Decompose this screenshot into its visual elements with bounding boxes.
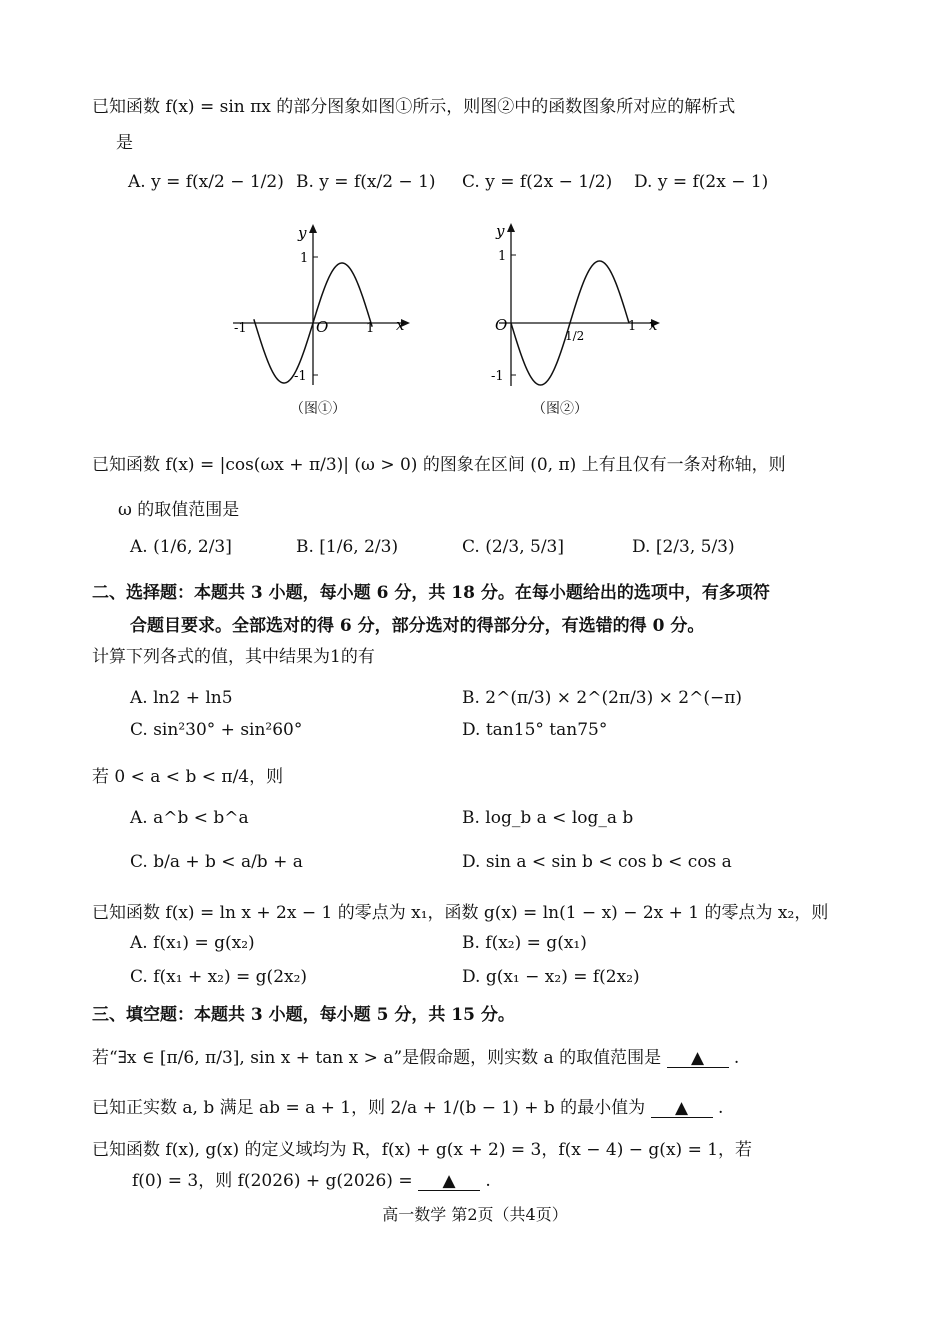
question-8-stem-cont: ω 的取值范围是: [118, 500, 240, 520]
figure-2-graph: [484, 218, 674, 398]
q7-option-c: C. y = f(2x − 1/2): [462, 172, 613, 192]
q11-option-d: D. g(x₁ − x₂) = f(2x₂): [462, 967, 640, 987]
question-9-stem: 计算下列各式的值，其中结果为1的有: [92, 647, 375, 667]
question-7-stem: 已知函数 f(x) = sin πx 的部分图象如图①所示，则图②中的函数图象所对应的解析式: [92, 97, 736, 117]
question-11-stem: 已知函数 f(x) = ln x + 2x − 1 的零点为 x₁，函数 g(x) = ln(1 − x) − 2x + 1 的零点为 x₂，则: [92, 903, 829, 923]
section-2-heading: 二、选择题：本题共 3 小题，每小题 6 分，共 18 分。在每小题给出的选项中，有多项符: [92, 583, 770, 603]
question-13-end: .: [717, 1098, 724, 1118]
q9-option-d: D. tan15° tan75°: [462, 720, 608, 740]
q8-option-d: D. [2/3, 5/3): [632, 537, 735, 557]
fig1-y-neg-one-label: -1: [294, 369, 307, 384]
q10-option-b: B. log_b a < log_a b: [462, 808, 634, 828]
fig1-y-label: y: [298, 224, 307, 242]
fig1-x-neg-one-label: -1: [234, 321, 247, 336]
fig2-half-label: 1/2: [565, 329, 585, 343]
q7-option-d: D. y = f(2x − 1): [634, 172, 769, 192]
question-8-stem: 已知函数 f(x) = |cos(ωx + π/3)| (ω > 0) 的图象在区间 (0, π) 上有且仅有一条对称轴，则: [92, 455, 786, 475]
question-10-stem: 若 0 < a < b < π/4，则: [92, 767, 284, 787]
fig1-origin-label: O: [316, 318, 329, 336]
question-14-stem-cont: f(0) = 3，则 f(2026) + g(2026) =: [132, 1171, 413, 1191]
q7-option-b: B. y = f(x/2 − 1): [296, 172, 436, 192]
fig2-y-label: y: [496, 222, 505, 240]
page-footer: 高一数学 第2页（共4页）: [382, 1205, 568, 1224]
question-12: [92, 1043, 739, 1068]
question-7-stem-cont: 是: [116, 133, 133, 153]
question-14-end: .: [485, 1171, 491, 1191]
figure-2-caption: （图②）: [532, 401, 588, 417]
answer-blank-12[interactable]: ▲: [667, 1050, 729, 1068]
answer-blank-13[interactable]: ▲: [651, 1100, 713, 1118]
fig1-y-one-label: 1: [300, 251, 309, 266]
question-12-stem: 若“∃x ∈ [π/6, π/3], sin x + tan x > a”是假命题，则实数 a 的取值范围是: [92, 1048, 662, 1068]
section-3-heading: 三、填空题：本题共 3 小题，每小题 5 分，共 15 分。: [92, 1005, 515, 1025]
section-2-heading-cont: 合题目要求。全部选对的得 6 分，部分选对的得部分分，有选错的得 0 分。: [130, 616, 705, 636]
q8-option-a: A. (1/6, 2/3]: [130, 537, 232, 557]
fig1-x-label: x: [396, 316, 405, 334]
q8-option-b: B. [1/6, 2/3): [296, 537, 399, 557]
q10-option-a: A. a^b < b^a: [130, 808, 249, 828]
q9-option-a: A. ln2 + ln5: [130, 688, 233, 708]
fig2-y-neg-one-label: -1: [491, 369, 504, 384]
question-13-stem: 已知正实数 a, b 满足 ab = a + 1，则 2/a + 1/(b − 1) + b 的最小值为: [92, 1098, 646, 1118]
q7-option-a: A. y = f(x/2 − 1/2): [128, 172, 284, 192]
q10-option-d: D. sin a < sin b < cos b < cos a: [462, 852, 732, 872]
q10-option-c: C. b/a + b < a/b + a: [130, 852, 303, 872]
q8-option-c: C. (2/3, 5/3]: [462, 537, 564, 557]
fig1-x-one-label: 1: [366, 321, 375, 336]
figure-1-caption: （图①）: [290, 401, 346, 417]
question-12-end: .: [733, 1048, 740, 1068]
q11-option-b: B. f(x₂) = g(x₁): [462, 933, 587, 953]
fig2-origin-label: O: [495, 316, 508, 334]
fig2-x-label: x: [649, 316, 658, 334]
question-14-cont: [132, 1166, 491, 1191]
question-14-stem: 已知函数 f(x), g(x) 的定义域均为 R，f(x) + g(x + 2) = 3，f(x − 4) − g(x) = 1，若: [92, 1140, 753, 1160]
q9-option-b: B. 2^(π/3) × 2^(2π/3) × 2^(−π): [462, 688, 743, 708]
q9-option-c: C. sin²30° + sin²60°: [130, 720, 303, 740]
q11-option-a: A. f(x₁) = g(x₂): [130, 933, 255, 953]
question-13: [92, 1093, 723, 1118]
figure-1-graph: [228, 220, 418, 395]
fig2-y-one-label: 1: [498, 249, 507, 264]
fig2-x-one-label: 1: [628, 319, 637, 334]
answer-blank-14[interactable]: ▲: [418, 1173, 480, 1191]
q11-option-c: C. f(x₁ + x₂) = g(2x₂): [130, 967, 308, 987]
